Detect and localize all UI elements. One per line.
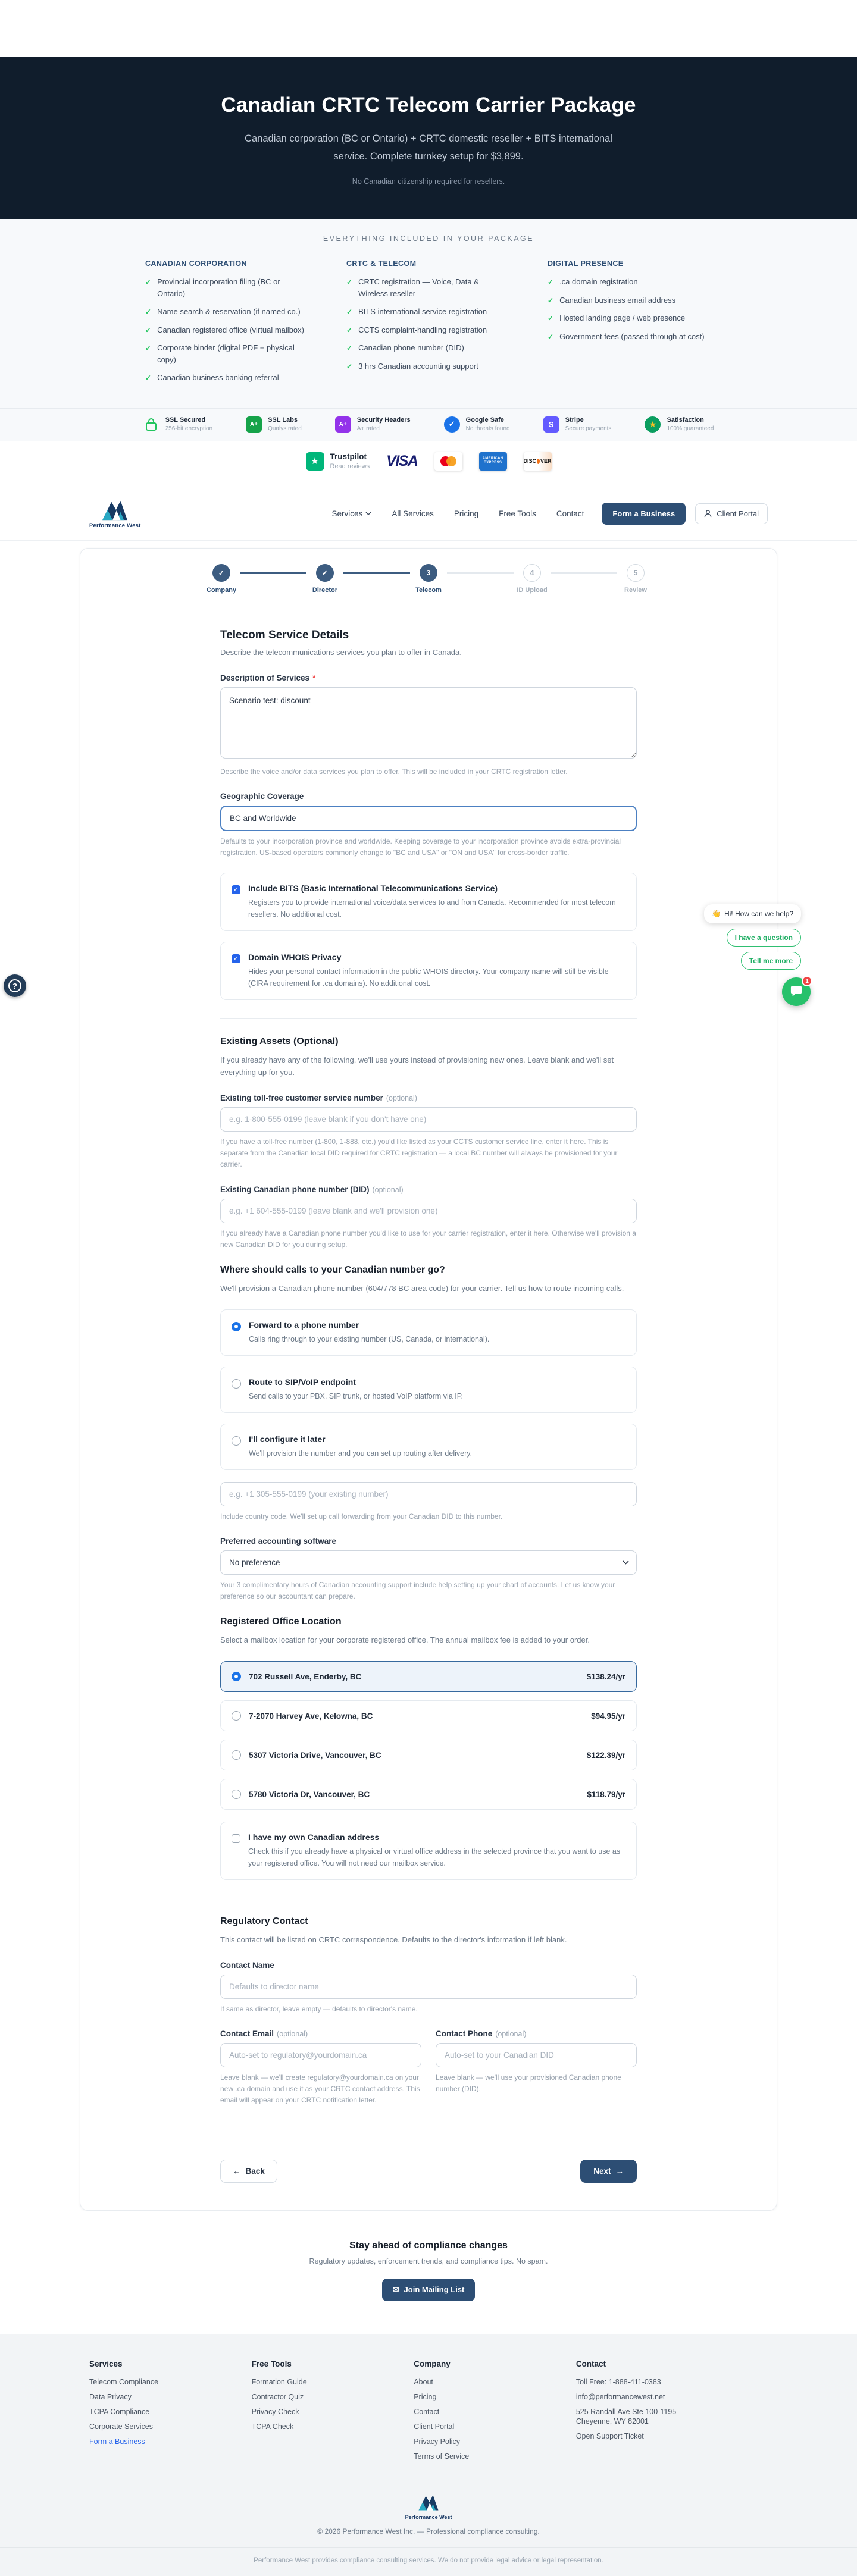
payment-logos-row xyxy=(0,441,857,487)
office-option-victoria-drive[interactable] xyxy=(220,1740,637,1770)
badge-ssl-labs xyxy=(246,416,302,433)
join-mailing-list-label: Join Mailing List xyxy=(404,2285,465,2295)
office-option-kelowna[interactable] xyxy=(220,1700,637,1731)
office-address: 7-2070 Harvey Ave, Kelowna, BC xyxy=(249,1711,373,1721)
list-item-text: Provincial incorporation filing (BC or Ontario) xyxy=(157,277,280,298)
hero-banner xyxy=(0,57,857,219)
list-item-text: Name search & reservation (if named co.) xyxy=(157,307,301,316)
included-column-corporation xyxy=(145,259,309,390)
discover-text: VER xyxy=(540,458,552,465)
list-item xyxy=(548,331,712,343)
footer-brand-name: Performance West xyxy=(405,2514,452,2520)
chat-greeting-tooltip xyxy=(704,904,801,923)
navbar xyxy=(0,487,857,541)
grade-icon: A+ xyxy=(246,416,262,433)
routing-option-title: I'll configure it later xyxy=(249,1434,326,1444)
hero-note: No Canadian citizenship required for resellers. xyxy=(352,177,505,186)
did-helper: If you already have a Canadian phone number you'd like to use for your carrier registration, enter it here. Otherwise we'll provision a new Canadian DID for you during setup. xyxy=(220,1229,636,1249)
badge-sub: Secure payments xyxy=(565,425,612,433)
trustpilot-badge[interactable] xyxy=(306,452,370,471)
check-icon: ✓ xyxy=(145,325,152,334)
question-mark-icon: ? xyxy=(8,979,21,992)
list-item xyxy=(548,294,712,306)
badge-sub: No threats found xyxy=(465,425,510,433)
chat-greeting-text: Hi! How can we help? xyxy=(724,910,793,918)
whois-option-card[interactable] xyxy=(220,942,637,1000)
badge-security-headers xyxy=(335,416,411,433)
office-address: 5307 Victoria Drive, Vancouver, BC xyxy=(249,1750,381,1760)
list-item xyxy=(346,276,511,299)
hero-subtitle: Canadian corporation (BC or Ontario) + CRTC domestic reseller + BITS international service. Complete turnkey setup for $3,899. xyxy=(245,133,612,162)
included-column-heading: DIGITAL PRESENCE xyxy=(548,259,624,268)
check-icon: ✓ xyxy=(548,278,554,287)
whois-title: Domain WHOIS Privacy xyxy=(248,952,342,963)
footer-heading: Free Tools xyxy=(251,2359,292,2368)
list-item xyxy=(145,276,309,299)
badge-sub: A+ rated xyxy=(356,425,380,433)
newsletter-sub: Regulatory updates, enforcement trends, and compliance tips. No spam. xyxy=(309,2257,548,2265)
list-item-text: Canadian business email address xyxy=(559,295,676,305)
badge-ssl-secured xyxy=(143,416,213,433)
accounting-software-select[interactable] xyxy=(220,1550,637,1575)
footer-address-line1: 525 Randall Ave Ste 100-1195 xyxy=(575,2407,677,2416)
office-heading: Registered Office Location xyxy=(220,1616,342,1627)
list-item-text: CRTC registration — Voice, Data & Wireless reseller xyxy=(358,277,479,298)
badge-sub: 100% guaranteed xyxy=(667,425,714,433)
office-radio-selected[interactable] xyxy=(232,1672,241,1681)
footer-link-tcpa-compliance[interactable]: TCPA Compliance xyxy=(89,2407,150,2416)
office-option-enderby[interactable] xyxy=(220,1661,637,1692)
list-item-text: Canadian registered office (virtual mailbox) xyxy=(157,325,304,334)
list-item xyxy=(145,306,309,318)
newsletter-section xyxy=(0,2211,857,2334)
sip-radio[interactable] xyxy=(232,1379,241,1389)
list-item-text: 3 hrs Canadian accounting support xyxy=(358,361,478,371)
list-item-text: BITS international service registration xyxy=(358,307,487,316)
contact-email-input[interactable] xyxy=(220,2043,421,2067)
bits-checkbox-checked[interactable]: ✓ xyxy=(232,885,240,894)
office-option-victoria-dr[interactable] xyxy=(220,1779,637,1810)
help-button[interactable] xyxy=(4,974,26,997)
routing-option-desc: Send calls to your PBX, SIP trunk, or hosted VoIP platform via IP. xyxy=(249,1392,463,1400)
footer-link-contact[interactable]: Contact xyxy=(414,2407,440,2416)
routing-heading: Where should calls to your Canadian number go? xyxy=(220,1264,445,1275)
existing-assets-heading: Existing Assets (Optional) xyxy=(220,1036,339,1047)
check-icon: ✓ xyxy=(548,332,554,341)
list-item xyxy=(346,342,511,354)
nav-link-all-services[interactable] xyxy=(392,509,434,518)
mastercard-logo xyxy=(434,452,462,471)
own-address-title: I have my own Canadian address xyxy=(248,1832,380,1842)
list-item xyxy=(145,342,309,365)
description-label: Description of Services xyxy=(220,673,310,682)
badge-title: SSL Labs xyxy=(268,416,298,424)
footer-link-about[interactable]: About xyxy=(414,2377,433,2386)
step-company[interactable] xyxy=(203,564,240,594)
discover-logo xyxy=(524,452,552,471)
routing-option-sip[interactable] xyxy=(220,1367,637,1413)
check-icon: ✓ xyxy=(145,344,152,353)
routing-sub: We'll provision a Canadian phone number (604/778 BC area code) for your carrier. Tell us how to route incoming calls. xyxy=(220,1283,624,1293)
step-connector xyxy=(240,572,306,574)
check-icon: ✓ xyxy=(346,362,353,371)
footer-link-terms[interactable]: Terms of Service xyxy=(414,2452,470,2461)
tollfree-label: Existing toll-free customer service number xyxy=(220,1093,383,1103)
check-icon: ✓ xyxy=(346,308,353,316)
geographic-coverage-label: Geographic Coverage xyxy=(220,792,304,801)
badge-title: Stripe xyxy=(565,416,584,424)
office-price: $118.79/yr xyxy=(587,1790,625,1799)
accounting-helper: Your 3 complimentary hours of Canadian accounting support include help setting up your chart of accounts. Let us know your preference so our accountant can prepare. xyxy=(220,1580,615,1601)
person-icon xyxy=(704,510,712,518)
footer-column-contact xyxy=(576,2359,768,2467)
routing-option-desc: Calls ring through to your existing number (US, Canada, or international). xyxy=(249,1334,490,1343)
check-circle-icon: ✓ xyxy=(444,416,460,433)
nav-link-label: Free Tools xyxy=(499,509,536,518)
geographic-coverage-input[interactable] xyxy=(220,806,637,831)
description-helper: Describe the voice and/or data services you plan to offer. This will be included in your CRTC registration letter. xyxy=(220,767,568,776)
chat-widget xyxy=(704,904,809,1006)
footer-link-contractor-quiz[interactable]: Contractor Quiz xyxy=(251,2392,304,2401)
nav-link-label: Services xyxy=(331,509,363,518)
step-director[interactable] xyxy=(306,564,343,594)
next-button[interactable] xyxy=(580,2160,637,2183)
forward-radio-selected[interactable] xyxy=(232,1322,241,1331)
form-subtitle: Describe the telecommunications services you plan to offer in Canada. xyxy=(220,647,462,657)
chat-tell-me-more-pill[interactable]: Tell me more xyxy=(741,952,801,970)
office-price: $138.24/yr xyxy=(586,1672,625,1681)
optional-tag: (optional) xyxy=(277,2030,308,2039)
next-label: Next xyxy=(593,2166,611,2176)
check-icon: ✓ xyxy=(346,325,353,334)
routing-option-desc: We'll provision the number and you can set up routing after delivery. xyxy=(249,1449,473,1458)
required-mark: * xyxy=(312,673,316,682)
office-address: 702 Russell Ave, Enderby, BC xyxy=(249,1672,362,1681)
forwarding-helper: Include country code. We'll set up call forwarding from your Canadian DID to this number. xyxy=(220,1512,503,1521)
step-label: ID Upload xyxy=(517,586,548,594)
footer-tollfree: Toll Free: 1-888-411-0383 xyxy=(575,2377,661,2386)
included-column-heading: CANADIAN CORPORATION xyxy=(145,259,247,268)
footer-heading: Services xyxy=(89,2359,123,2368)
trust-badges-strip xyxy=(0,408,857,441)
routing-option-forward[interactable] xyxy=(220,1309,637,1356)
check-icon: ✓ xyxy=(548,296,554,305)
step-number: 4 xyxy=(523,564,541,582)
footer-column-services xyxy=(89,2359,252,2467)
footer-link-telecom-compliance[interactable]: Telecom Compliance xyxy=(89,2377,159,2386)
step-number: 3 xyxy=(420,564,437,582)
optional-tag: (optional) xyxy=(372,1185,404,1194)
list-item-text: Canadian phone number (DID) xyxy=(358,343,464,353)
grade-icon: A+ xyxy=(335,416,351,433)
trustpilot-reviews-link[interactable]: Read reviews xyxy=(330,463,370,471)
step-review[interactable] xyxy=(617,564,654,594)
list-item-text: Corporate binder (digital PDF + physical copy) xyxy=(157,343,295,364)
list-item xyxy=(548,276,712,288)
nav-link-label: Contact xyxy=(556,509,584,518)
step-number: 5 xyxy=(627,564,645,582)
footer-disclaimer: Performance West provides compliance consulting services. We do not provide legal advice or legal representation. xyxy=(0,2547,857,2576)
amex-logo xyxy=(479,452,507,471)
list-item-text: CCTS complaint-handling registration xyxy=(358,325,487,334)
description-of-services-textarea[interactable] xyxy=(220,687,637,759)
regulatory-sub: This contact will be listed on CRTC correspondence. Defaults to the director's information if left blank. xyxy=(220,1935,567,1945)
included-section xyxy=(0,219,857,408)
own-address-card[interactable] xyxy=(220,1822,637,1880)
step-label: Review xyxy=(624,586,647,594)
brand-name: Performance West xyxy=(89,522,141,529)
footer xyxy=(0,2334,857,2576)
mountain-logo-icon xyxy=(101,499,129,521)
badge-satisfaction xyxy=(645,416,714,433)
form-a-business-button[interactable]: Form a Business xyxy=(602,503,686,525)
included-column-heading: CRTC & TELECOM xyxy=(346,259,417,268)
routing-option-later[interactable] xyxy=(220,1424,637,1470)
list-item xyxy=(346,324,511,336)
footer-link-privacy-check[interactable]: Privacy Check xyxy=(251,2407,299,2416)
bits-title: Include BITS (Basic International Telecommunications Service) xyxy=(248,883,498,894)
nav-link-label: Pricing xyxy=(453,509,479,518)
list-item xyxy=(145,324,309,336)
badge-title: Security Headers xyxy=(356,416,411,424)
included-eyebrow: EVERYTHING INCLUDED IN YOUR PACKAGE xyxy=(323,234,534,243)
check-icon: ✓ xyxy=(346,344,353,353)
step-connector xyxy=(551,572,617,574)
client-portal-label: Client Portal xyxy=(717,509,759,518)
check-icon: ✓ xyxy=(145,374,152,383)
office-radio[interactable] xyxy=(232,1750,241,1760)
existing-assets-sub: If you already have any of the following, we'll use yours instead of provisioning new ones. Leave blank and we'll set everything up for you. xyxy=(220,1055,614,1077)
discover-circle xyxy=(537,459,540,464)
whois-description: Hides your personal contact information in the public WHOIS directory. Your company name will still be visible (CIRA requirement for .ca domains). No additional cost. xyxy=(248,967,609,988)
step-id-upload[interactable] xyxy=(514,564,551,594)
nav-link-pricing[interactable] xyxy=(454,509,478,518)
section-divider xyxy=(220,1018,637,1019)
stripe-icon: S xyxy=(543,416,559,433)
office-radio[interactable] xyxy=(232,1790,241,1799)
badge-title: Satisfaction xyxy=(667,416,704,424)
own-address-desc: Check this if you already have a physical or virtual office address in the selected province that you want to use as your registered office. You will not need our mailbox service. xyxy=(248,1847,621,1868)
office-price: $122.39/yr xyxy=(586,1750,625,1760)
form-title: Telecom Service Details xyxy=(220,628,349,641)
routing-option-title: Forward to a phone number xyxy=(249,1320,359,1330)
contact-name-input[interactable] xyxy=(220,1975,637,1999)
chat-launcher-button[interactable] xyxy=(782,977,811,1006)
client-portal-button[interactable] xyxy=(695,503,768,524)
check-icon: ✓ xyxy=(548,314,554,323)
own-address-checkbox[interactable] xyxy=(232,1834,240,1843)
brand-logo[interactable] xyxy=(89,499,140,529)
whois-checkbox-checked[interactable]: ✓ xyxy=(232,954,240,963)
check-icon: ✓ xyxy=(145,278,152,287)
footer-link-privacy-policy[interactable]: Privacy Policy xyxy=(414,2437,460,2446)
newsletter-heading: Stay ahead of compliance changes xyxy=(349,2240,508,2251)
join-mailing-list-button[interactable] xyxy=(382,2279,476,2301)
list-item xyxy=(346,361,511,372)
step-connector xyxy=(447,572,514,574)
footer-column-company xyxy=(414,2359,576,2467)
footer-mountain-logo-icon xyxy=(418,2493,439,2511)
bits-option-card[interactable] xyxy=(220,873,637,931)
step-connector xyxy=(343,572,410,574)
amex-text: EXPRESS xyxy=(483,461,502,465)
office-price: $94.95/yr xyxy=(591,1711,625,1721)
contact-phone-label: Contact Phone xyxy=(436,2029,493,2039)
footer-link-corporate-services[interactable]: Corporate Services xyxy=(89,2422,153,2431)
footer-support-ticket-link[interactable]: Open Support Ticket xyxy=(575,2431,644,2440)
step-label: Director xyxy=(312,586,338,594)
nav-link-free-tools[interactable] xyxy=(499,509,536,518)
footer-copyright: © 2026 Performance West Inc. — Professional compliance consulting. xyxy=(317,2527,540,2536)
step-label: Telecom xyxy=(415,586,442,594)
back-label: Back xyxy=(245,2166,265,2176)
check-icon: ✓ xyxy=(346,278,353,287)
geographic-coverage-helper: Defaults to your incorporation province and worldwide. Keeping coverage to your incorporation province avoids extra-provincial registration. US-based operators commonly change to "BC and USA" or "ON and USA" for cross-border traffic. xyxy=(220,837,621,857)
regulatory-heading: Regulatory Contact xyxy=(220,1916,308,1927)
accounting-label: Preferred accounting software xyxy=(220,1536,337,1546)
office-radio[interactable] xyxy=(232,1711,241,1721)
step-check-icon: ✓ xyxy=(212,564,230,582)
chat-bubble-icon xyxy=(790,986,803,998)
routing-option-title: Route to SIP/VoIP endpoint xyxy=(249,1377,356,1387)
footer-link-data-privacy[interactable]: Data Privacy xyxy=(89,2392,132,2401)
top-spacer xyxy=(0,0,857,57)
list-item xyxy=(548,312,712,324)
footer-heading: Company xyxy=(414,2359,451,2368)
list-item xyxy=(145,372,309,384)
form-card xyxy=(80,548,777,2211)
office-address: 5780 Victoria Dr, Vancouver, BC xyxy=(249,1790,370,1799)
footer-link-client-portal[interactable]: Client Portal xyxy=(414,2422,455,2431)
list-item-text: Government fees (passed through at cost) xyxy=(559,331,705,341)
chevron-down-icon xyxy=(365,512,371,515)
canadian-did-input[interactable] xyxy=(220,1199,637,1223)
contact-name-label: Contact Name xyxy=(220,1960,274,1970)
badge-title: SSL Secured xyxy=(165,416,206,424)
star-icon: ★ xyxy=(645,416,661,433)
contact-phone-helper: Leave blank — we'll use your provisioned Canadian phone number (DID). xyxy=(436,2073,621,2094)
contact-email-helper: Leave blank — we'll create regulatory@yourdomain.ca on your new .ca domain and use it as your CRTC contact address. This email will appear on your CRTC notification letter. xyxy=(220,2073,420,2105)
next-arrow-icon: → xyxy=(615,2166,624,2176)
footer-email-link[interactable]: info@performancewest.net xyxy=(575,2392,665,2401)
footer-link-tcpa-check[interactable]: TCPA Check xyxy=(251,2422,294,2431)
footer-link-formation-guide[interactable]: Formation Guide xyxy=(251,2377,307,2386)
lock-icon xyxy=(143,416,159,433)
trustpilot-title: Trustpilot xyxy=(330,452,367,462)
telecom-form xyxy=(220,629,637,2183)
back-button[interactable] xyxy=(220,2160,277,2183)
step-label: Company xyxy=(206,586,237,594)
progress-stepper xyxy=(203,564,654,594)
mastercard-orange-circle xyxy=(446,456,456,466)
bits-description: Registers you to provide international voice/data services to and from Canada. Recommended for most telecom resellers. No additional cost. xyxy=(248,898,616,919)
list-item xyxy=(346,306,511,318)
contact-phone-input[interactable] xyxy=(436,2043,637,2067)
step-telecom-current[interactable] xyxy=(410,564,447,594)
optional-tag: (optional) xyxy=(386,1094,417,1103)
check-icon: ✓ xyxy=(145,308,152,316)
badge-stripe xyxy=(543,416,612,433)
amex-text: AMERICAN xyxy=(482,456,503,460)
trustpilot-star-icon: ★ xyxy=(306,452,324,471)
page-title: Canadian CRTC Telecom Carrier Package xyxy=(221,93,636,117)
list-item-text: .ca domain registration xyxy=(559,277,638,287)
tollfree-number-input[interactable] xyxy=(220,1107,637,1132)
tollfree-helper: If you have a toll-free number (1-800, 1-888, etc.) you'd like listed as your CCTS customer service line, enter it here. This is separate from the Canadian local DID required for CRTC registration — a local BC number will always be provisioned for your carrier. xyxy=(220,1137,618,1169)
forwarding-number-input[interactable] xyxy=(220,1482,637,1506)
badge-title: Google Safe xyxy=(465,416,504,424)
nav-link-services[interactable] xyxy=(332,509,372,518)
badge-sub: 256-bit encryption xyxy=(165,425,213,433)
mail-icon: ✉ xyxy=(392,2284,399,2294)
wave-emoji-icon: 👋 xyxy=(711,910,721,918)
nav-link-label: All Services xyxy=(392,509,434,518)
contact-name-helper: If same as director, leave empty — defaults to director's name. xyxy=(220,2004,418,2013)
nav-link-contact[interactable] xyxy=(556,509,584,518)
included-column-crtc xyxy=(346,259,511,390)
footer-link-pricing[interactable]: Pricing xyxy=(414,2392,437,2401)
step-check-icon: ✓ xyxy=(316,564,334,582)
optional-tag: (optional) xyxy=(495,2030,527,2039)
office-sub: Select a mailbox location for your corporate registered office. The annual mailbox fee is added to your order. xyxy=(220,1635,590,1645)
included-column-digital xyxy=(548,259,712,390)
contact-email-label: Contact Email xyxy=(220,2029,274,2039)
list-item-text: Canadian business banking referral xyxy=(157,373,279,383)
visa-logo: VISA xyxy=(386,452,418,469)
did-label: Existing Canadian phone number (DID) xyxy=(220,1184,370,1194)
back-arrow-icon: ← xyxy=(233,2166,241,2176)
footer-heading: Contact xyxy=(575,2359,606,2368)
badge-sub: Qualys rated xyxy=(268,425,302,433)
footer-link-form-a-business[interactable]: Form a Business xyxy=(89,2437,145,2446)
chat-unread-badge: 1 xyxy=(802,976,812,986)
chat-question-pill[interactable]: I have a question xyxy=(727,929,801,947)
list-item-text: Hosted landing page / web presence xyxy=(559,314,686,323)
footer-address-line2: Cheyenne, WY 82001 xyxy=(575,2417,649,2425)
badge-google-safe xyxy=(444,416,510,433)
configure-later-radio[interactable] xyxy=(232,1436,241,1446)
footer-column-free-tools xyxy=(252,2359,414,2467)
discover-text: DISC xyxy=(523,458,537,465)
